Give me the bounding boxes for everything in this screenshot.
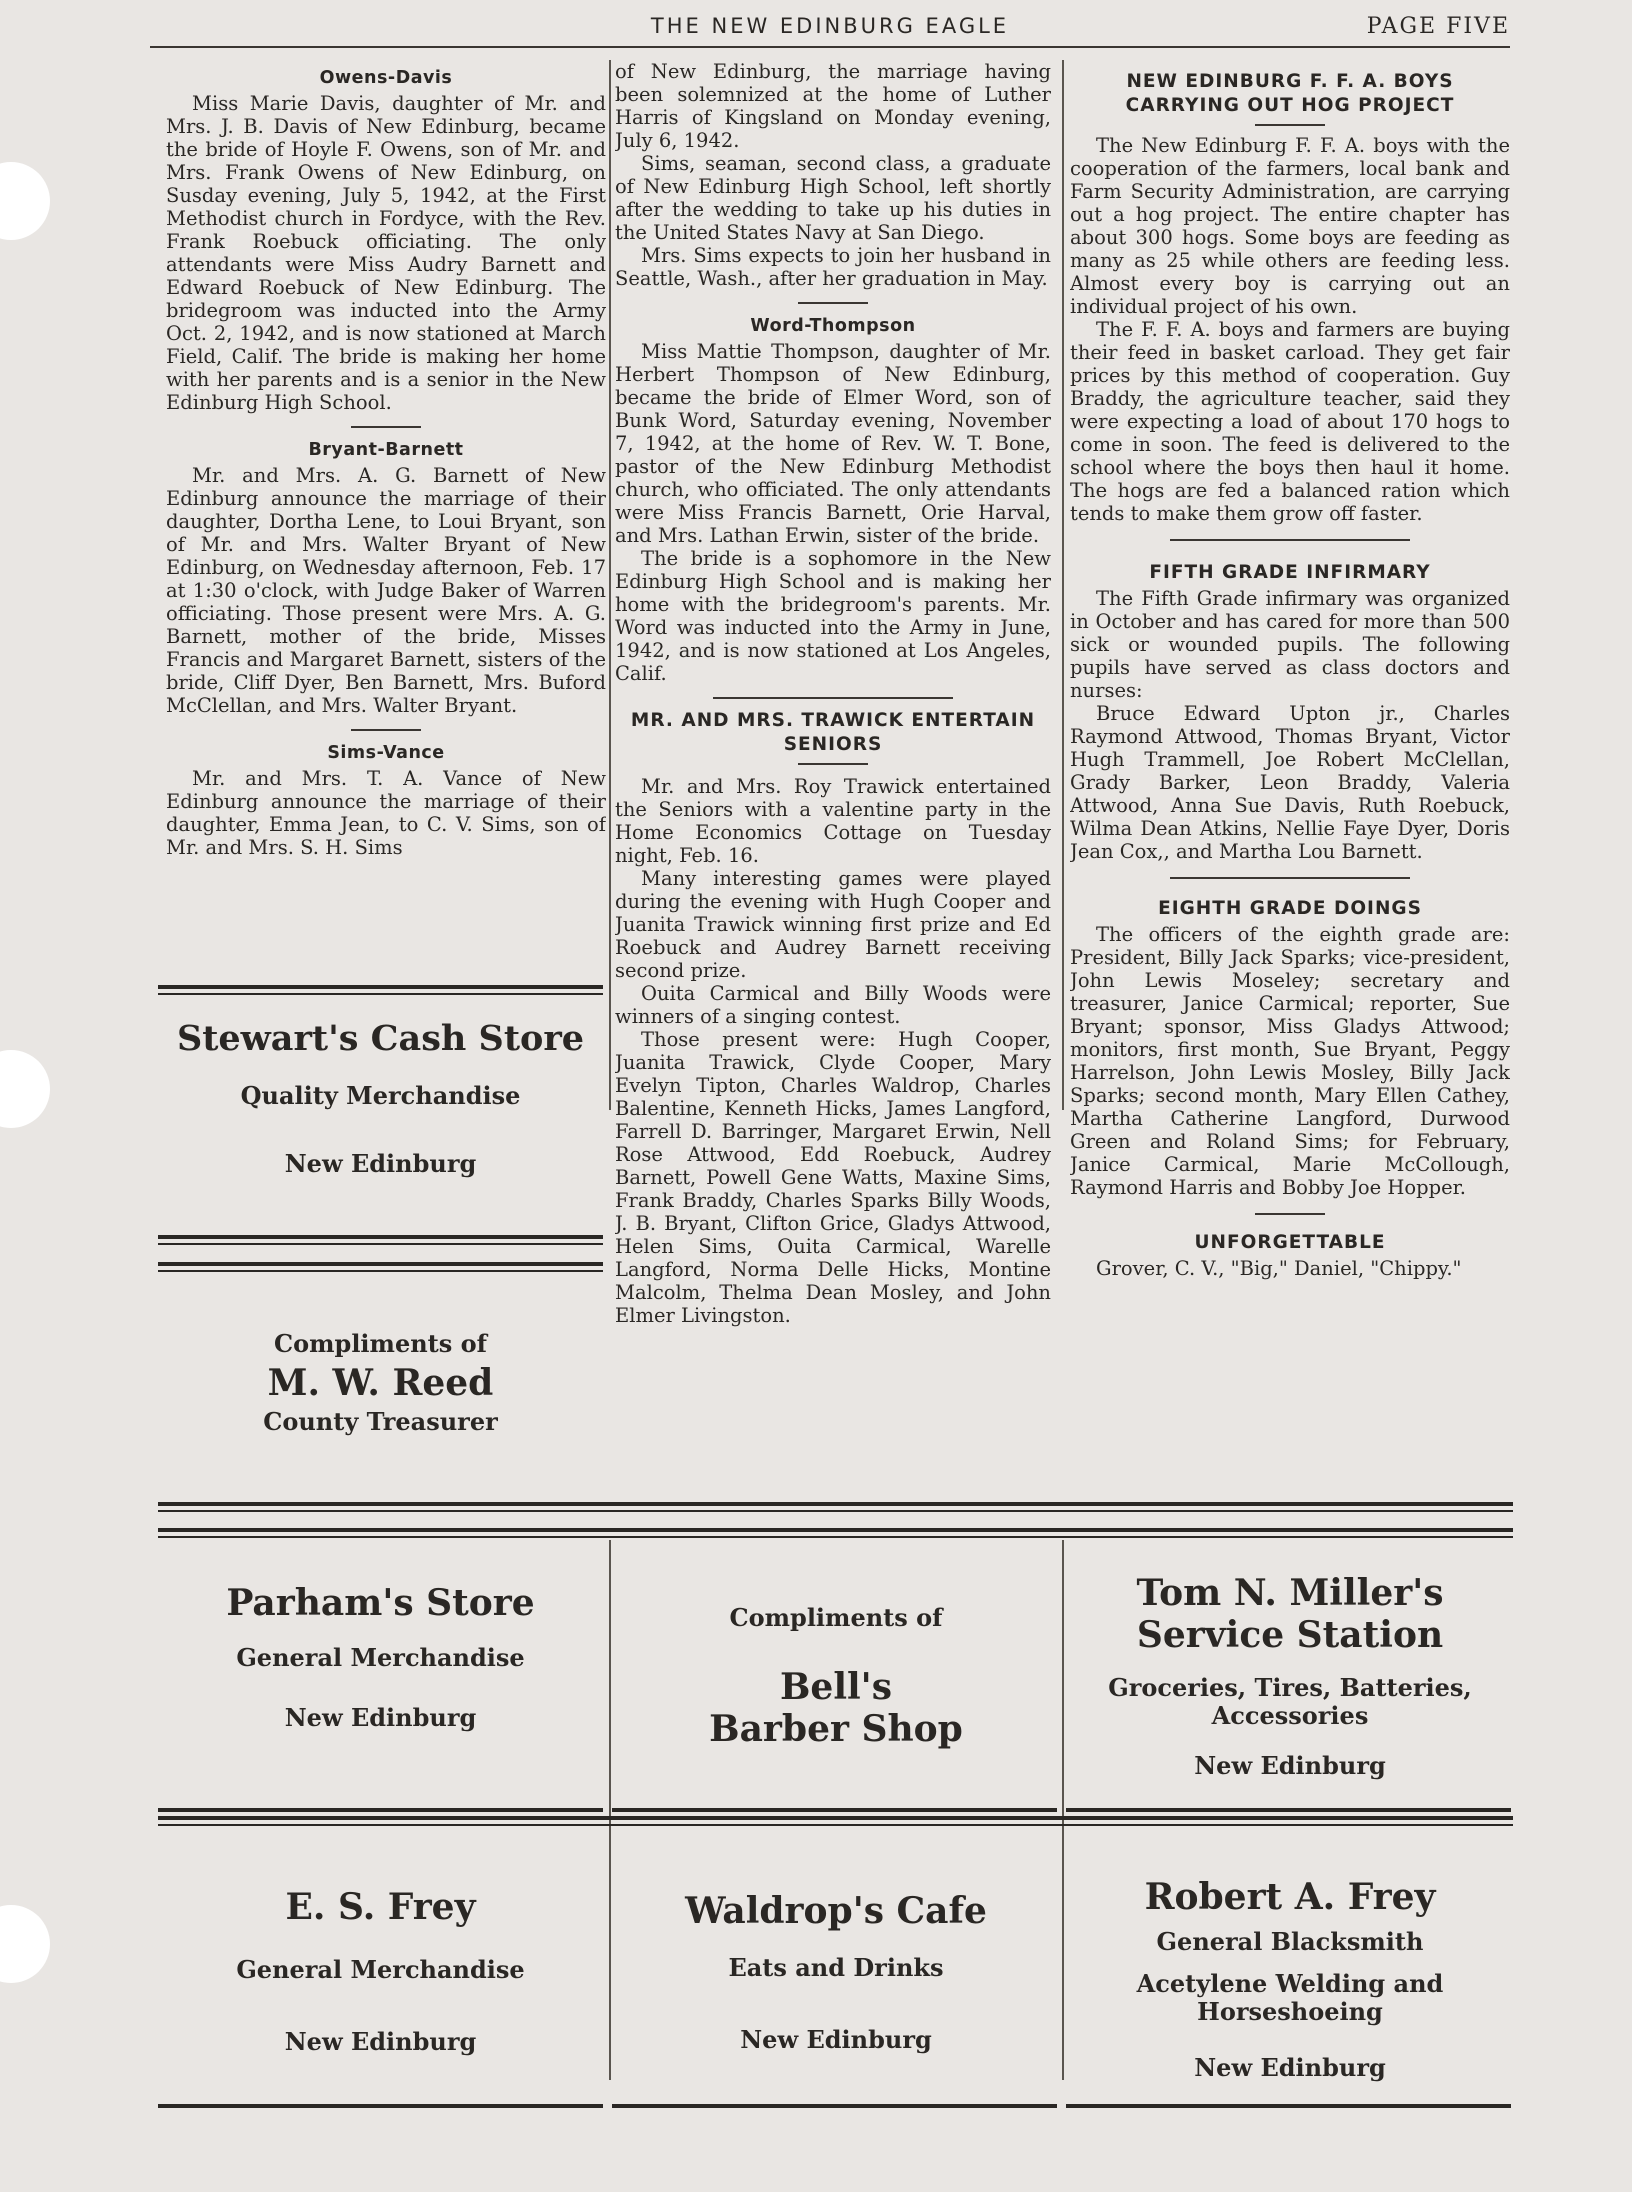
column-divider — [1062, 60, 1064, 1110]
article-heading: MR. AND MRS. TRAWICK ENTERTAIN SENIORS — [630, 710, 1036, 755]
ad-name: Service Station — [1136, 1614, 1444, 1656]
ad-name: E. S. Frey — [285, 1886, 476, 1928]
ad-name: Parham's Store — [226, 1582, 535, 1624]
article-body: Those present were: Hugh Cooper, Juanita Trawick, Clyde Cooper, Mary Evelyn Tipton, Charles Waldrop, Charles Balentine, Kenneth Hicks, James Langford, Farrell D. Barringer, Margaret Erwin, Nell Rose Attwood, Edd Roebuck, Audrey Barnett, Powell Gene Watts, Maxine Sims, Frank Braddy, Charles Sparks Billy Woods, J. B. Bryant, Clifton Grice, Gladys Attwood, Helen Sims, Ouita Carmical, Warelle Langford, Norma Delle Hicks, Montine Malcolm, Thelma Dean Mosley, and John Elmer Livingston. — [615, 1028, 1051, 1327]
article-heading: EIGHTH GRADE DOINGS — [1158, 898, 1422, 919]
ad-name: Bell's — [780, 1666, 892, 1708]
separator — [351, 729, 421, 731]
ad-stewarts-cash-store — [158, 1018, 603, 1178]
ad-border — [158, 1262, 603, 1272]
separator — [713, 697, 953, 699]
ad-border — [158, 985, 603, 995]
ad-line: General Merchandise — [236, 1955, 525, 1984]
ad-line: New Edinburg — [284, 1149, 477, 1178]
ad-line: New Edinburg — [1194, 2053, 1386, 2082]
ad-line: Compliments of — [729, 1603, 943, 1632]
article-body: Miss Mattie Thompson, daughter of Mr. Herbert Thompson of New Edinburg, became the bride of Elmer Word, son of Bunk Word, Saturday evening, November 7, 1942, at the home of Rev. W. T. Bone, pastor of the New Edinburg Methodist church, who officiated. The only attendants were Miss Francis Barnett, Orie Harval, and Mrs. Lathan Erwin, sister of the bride. — [615, 340, 1051, 547]
article-body: The New Edinburg F. F. A. boys with the cooperation of the farmers, local bank and Farm Security Administration, are carrying out a hog project. The entire chapter has about 300 hogs. Some boys are feeding as many as 25 while others are feeding less. Almost every boy is carrying out an individual project of his own. — [1070, 134, 1510, 318]
separator — [798, 763, 868, 765]
ad-name: Waldrop's Cafe — [685, 1890, 987, 1932]
article-body: Mr. and Mrs. Roy Trawick entertained the Seniors with a valentine party in the Home Economics Cottage on Tuesday night, Feb. 16. — [615, 775, 1051, 867]
article-body: The F. F. A. boys and farmers are buying their feed in basket carload. They get fair prices by this method of cooperation. Guy Braddy, the agriculture teacher, said they were expecting a load of about 170 hogs to come in soon. The feed is delivered to the school where the boys then haul it home. The hogs are fed a balanced ration which tends to make them grow off faster. — [1070, 318, 1510, 525]
ad-es-frey — [158, 1886, 603, 2056]
punch-hole — [0, 1905, 50, 1983]
article-body: Ouita Carmical and Billy Woods were winners of a singing contest. — [615, 982, 1051, 1028]
ad-bells-barber-shop — [612, 1604, 1060, 1750]
ad-border — [158, 1816, 1513, 1826]
ad-line: Compliments of — [274, 1329, 487, 1358]
ad-border — [158, 1235, 603, 1245]
article-heading: Word-Thompson — [750, 316, 916, 336]
article-heading: Sims-Vance — [327, 743, 445, 763]
punch-hole — [0, 162, 50, 240]
separator — [1255, 124, 1325, 126]
page-number: PAGE FIVE — [1366, 14, 1510, 39]
separator — [1255, 1213, 1325, 1215]
ad-line: Eats and Drinks — [728, 1953, 944, 1982]
ad-line: New Edinburg — [284, 2027, 477, 2056]
separator — [798, 302, 868, 304]
newspaper-title: THE NEW EDINBURG EAGLE — [650, 14, 1010, 38]
ad-border — [158, 1808, 603, 1812]
separator — [351, 426, 421, 428]
article-body: of New Edinburg, the marriage having been solemnized at the home of Luther Harris of Kingsland on Monday evening, July 6, 1942. — [615, 60, 1051, 152]
article-body: The officers of the eighth grade are: President, Billy Jack Sparks; vice-president, John Lewis Moseley; secretary and treasurer, Janice Carmical; reporter, Sue Bryant; sponsor, Miss Gladys Attwood; monitors, first month, Sue Bryant, Peggy Harrelson, John Lewis Mosley, Billy Jack Sparks; second month, Mary Ellen Cathey, Martha Catherine Langford, Durwood Green and Roland Sims; for February, Janice Carmical, Marie McCollough, Raymond Harris and Bobby Joe Hopper. — [1070, 923, 1510, 1199]
article-body: Mr. and Mrs. A. G. Barnett of New Edinburg announce the marriage of their daughter, Dortha Lene, to Loui Bryant, son of Mr. and Mrs. Walter Bryant of New Edinburg, on Wednesday afternoon, Feb. 17 at 1:30 o'clock, with Judge Baker of Warren officiating. Those present were Mrs. A. G. Barnett, mother of the bride, Misses Francis and Margaret Barnett, sisters of the bride, Cliff Dyer, Ben Barnett, Mrs. Buford McClellan, and Mrs. Walter Bryant. — [166, 464, 606, 717]
ad-waldrops-cafe — [612, 1890, 1060, 2054]
article-body: The bride is a sophomore in the New Edinburg High School and is making her home with the bridegroom's parents. Mr. Word was inducted into the Army in June, 1942, and is now stationed at Los Angeles, Calif. — [615, 547, 1051, 685]
punch-hole — [0, 1050, 50, 1128]
article-heading: FIFTH GRADE INFIRMARY — [1149, 562, 1431, 583]
ad-divider — [609, 1540, 611, 2080]
ad-line: New Edinburg — [1194, 1751, 1386, 1780]
ad-line: General Merchandise — [236, 1643, 525, 1672]
ad-parhams-store — [158, 1582, 603, 1732]
article-body: Sims, seaman, second class, a graduate of New Edinburg High School, left shortly after the wedding to take up his duties in the United States Navy at San Diego. — [615, 152, 1051, 244]
article-heading: NEW EDINBURG F. F. A. BOYS CARRYING OUT HOG PROJECT — [1125, 71, 1455, 116]
article-body: Many interesting games were played during the evening with Hugh Cooper and Juanita Trawick winning first prize and Ed Roebuck and Audrey Barnett receiving second prize. — [615, 867, 1051, 982]
article-body: Mr. and Mrs. T. A. Vance of New Edinburg announce the marriage of their daughter, Emma Jean, to C. V. Sims, son of Mr. and Mrs. S. H. Sims — [166, 767, 606, 859]
ad-line: County Treasurer — [263, 1407, 498, 1436]
ad-line: Groceries, Tires, Batteries, Accessories — [1108, 1673, 1472, 1730]
ad-border — [612, 1808, 1057, 1812]
separator — [1170, 877, 1410, 879]
column-3 — [1070, 60, 1510, 1520]
ad-line: General Blacksmith — [1156, 1927, 1424, 1956]
ad-robert-a-frey — [1066, 1876, 1514, 2082]
article-body: Bruce Edward Upton jr., Charles Raymond Attwood, Thomas Bryant, Victor Hugh Trammell, Joe Robert McClellan, Grady Barker, Leon Braddy, Valeria Attwood, Anna Sue Davis, Ruth Roebuck, Wilma Dean Atkins, Nellie Faye Dyer, Doris Jean Cox,, and Martha Lou Barnett. — [1070, 702, 1510, 863]
ad-name: M. W. Reed — [267, 1362, 494, 1404]
ad-name: Tom N. Miller's — [1136, 1572, 1444, 1614]
ad-border — [612, 2104, 1057, 2108]
column-1 — [166, 60, 606, 980]
ad-name: Robert A. Frey — [1144, 1876, 1436, 1918]
ad-line: New Edinburg — [284, 1703, 477, 1732]
ad-mw-reed — [158, 1330, 603, 1436]
article-heading: Bryant-Barnett — [308, 440, 464, 460]
ad-line: New Edinburg — [740, 2025, 932, 2054]
ad-line: Acetylene Welding and Horseshoeing — [1136, 1969, 1444, 2026]
ad-name: Barber Shop — [709, 1708, 963, 1750]
masthead-rule — [150, 46, 1510, 48]
article-body: The Fifth Grade infirmary was organized in October and has cared for more than 500 sick or wounded pupils. The following pupils have served as class doctors and nurses: — [1070, 587, 1510, 702]
ad-divider — [1062, 1540, 1064, 2080]
ad-border — [158, 2104, 603, 2108]
ad-border — [1066, 1808, 1511, 1812]
column-divider — [609, 60, 611, 1110]
ad-border — [158, 1502, 1513, 1512]
ad-name: Stewart's Cash Store — [176, 1018, 585, 1059]
article-heading: UNFORGETTABLE — [1194, 1232, 1386, 1253]
ad-border — [1066, 2104, 1511, 2108]
column-2 — [615, 60, 1051, 1520]
ad-line: Quality Merchandise — [240, 1081, 521, 1110]
article-heading: Owens-Davis — [319, 68, 453, 88]
ad-border — [158, 1528, 1513, 1538]
article-body: Miss Marie Davis, daughter of Mr. and Mrs. J. B. Davis of New Edinburg, became the bride of Hoyle F. Owens, son of Mr. and Mrs. Frank Owens of New Edinburg, on Susday evening, July 5, 1942, at the First Methodist church in Fordyce, with the Rev. Frank Roebuck officiating. The only attendants were Miss Audry Barnett and Edward Roebuck of New Edinburg. The bridegroom was inducted into the Army Oct. 2, 1942, and is now stationed at March Field, Calif. The bride is making her home with her parents and is a senior in the New Edinburg High School. — [166, 92, 606, 414]
ad-tom-n-millers — [1066, 1572, 1514, 1780]
separator — [1170, 539, 1410, 541]
article-body: Mrs. Sims expects to join her husband in Seattle, Wash., after her graduation in May. — [615, 244, 1051, 290]
article-body: Grover, C. V., "Big," Daniel, "Chippy." — [1096, 1257, 1462, 1280]
